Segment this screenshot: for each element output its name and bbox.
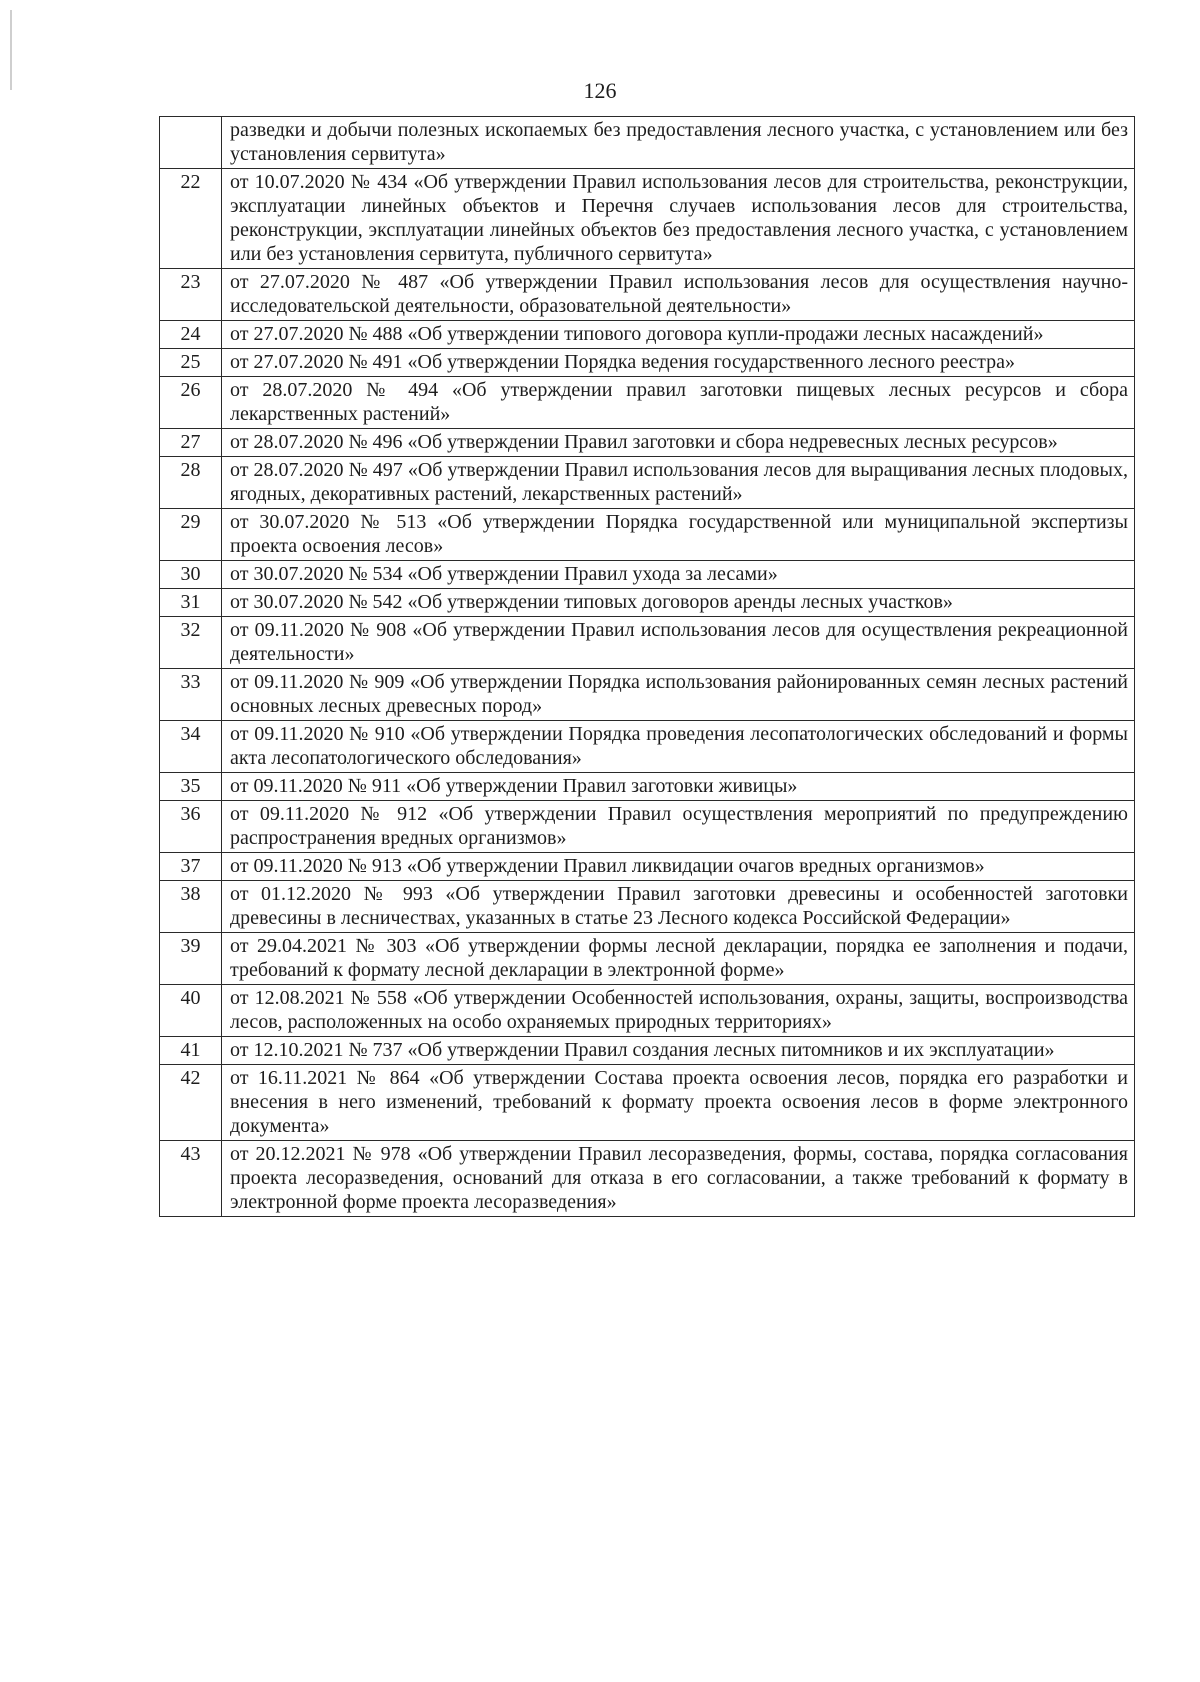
table-row: [160, 801, 1135, 853]
row-number: 40: [160, 985, 222, 1037]
page-number: 126: [583, 78, 617, 103]
row-number: 39: [160, 933, 222, 985]
row-text: от 09.11.2020 № 909 «Об утверждении Порядка использования районированных семян лесных растений основных лесных древесных пород»: [222, 669, 1135, 721]
table-row: [160, 589, 1135, 617]
table-row: [160, 349, 1135, 377]
row-text: от 12.08.2021 № 558 «Об утверждении Особенностей использования, охраны, защиты, воспроизводства лесов, расположенных на особо охраняемых природных территориях»: [222, 985, 1135, 1037]
row-text: от 27.07.2020 № 491 «Об утверждении Порядка ведения государственного лесного реестра»: [222, 349, 1135, 377]
table-row: [160, 429, 1135, 457]
regulations-table-body: [160, 117, 1135, 1217]
row-text: от 16.11.2021 № 864 «Об утверждении Состава проекта освоения лесов, порядка его разработки и внесения в него изменений, требований к формату проекта освоения лесов в форме электронного документа»: [222, 1065, 1135, 1141]
row-text: от 09.11.2020 № 913 «Об утверждении Правил ликвидации очагов вредных организмов»: [222, 853, 1135, 881]
table-row: [160, 881, 1135, 933]
row-text: от 10.07.2020 № 434 «Об утверждении Правил использования лесов для строительства, реконструкции, эксплуатации линейных объектов и Перечня случаев использования лесов для строительства, реконструкции, эксплуатации линейных объектов без предоставления лесного участка, с установлением или без установления сервитута, публичного сервитута»: [222, 169, 1135, 269]
row-number: 25: [160, 349, 222, 377]
row-text: от 27.07.2020 № 488 «Об утверждении типового договора купли-продажи лесных насаждений»: [222, 321, 1135, 349]
row-text: от 09.11.2020 № 910 «Об утверждении Порядка проведения лесопатологических обследований и формы акта лесопатологического обследования»: [222, 721, 1135, 773]
row-text: от 30.07.2020 № 542 «Об утверждении типовых договоров аренды лесных участков»: [222, 589, 1135, 617]
row-number: 31: [160, 589, 222, 617]
row-number: 23: [160, 269, 222, 321]
row-text: от 28.07.2020 № 494 «Об утверждении правил заготовки пищевых лесных ресурсов и сбора лекарственных растений»: [222, 377, 1135, 429]
table-row: [160, 561, 1135, 589]
table-row: [160, 321, 1135, 349]
row-number: 26: [160, 377, 222, 429]
table-row: [160, 1065, 1135, 1141]
row-text: от 12.10.2021 № 737 «Об утверждении Правил создания лесных питомников и их эксплуатации»: [222, 1037, 1135, 1065]
table-row: [160, 933, 1135, 985]
table-row: [160, 169, 1135, 269]
row-number: 30: [160, 561, 222, 589]
table-row: [160, 721, 1135, 773]
row-number: [160, 117, 222, 169]
row-text: от 30.07.2020 № 513 «Об утверждении Порядка государственной или муниципальной экспертизы проекта освоения лесов»: [222, 509, 1135, 561]
row-text: от 09.11.2020 № 911 «Об утверждении Правил заготовки живицы»: [222, 773, 1135, 801]
row-number: 36: [160, 801, 222, 853]
table-row: [160, 457, 1135, 509]
row-number: 34: [160, 721, 222, 773]
row-number: 29: [160, 509, 222, 561]
table-row: [160, 853, 1135, 881]
row-number: 24: [160, 321, 222, 349]
row-number: 33: [160, 669, 222, 721]
table-row: [160, 117, 1135, 169]
row-number: 32: [160, 617, 222, 669]
row-number: 37: [160, 853, 222, 881]
row-text: от 30.07.2020 № 534 «Об утверждении Правил ухода за лесами»: [222, 561, 1135, 589]
row-number: 41: [160, 1037, 222, 1065]
row-number: 43: [160, 1141, 222, 1217]
row-number: 38: [160, 881, 222, 933]
row-number: 42: [160, 1065, 222, 1141]
row-text: от 09.11.2020 № 912 «Об утверждении Правил осуществления мероприятий по предупреждению распространения вредных организмов»: [222, 801, 1135, 853]
table-row: [160, 1141, 1135, 1217]
row-text: от 01.12.2020 № 993 «Об утверждении Правил заготовки древесины и особенностей заготовки древесины в лесничествах, указанных в статье 23 Лесного кодекса Российской Федерации»: [222, 881, 1135, 933]
table-row: [160, 509, 1135, 561]
row-text: от 28.07.2020 № 497 «Об утверждении Правил использования лесов для выращивания лесных плодовых, ягодных, декоративных растений, лекарственных растений»: [222, 457, 1135, 509]
row-text: от 28.07.2020 № 496 «Об утверждении Правил заготовки и сбора недревесных лесных ресурсов»: [222, 429, 1135, 457]
row-text: разведки и добычи полезных ископаемых без предоставления лесного участка, с установлением или без установления сервитута»: [222, 117, 1135, 169]
row-number: 27: [160, 429, 222, 457]
table-row: [160, 377, 1135, 429]
row-number: 28: [160, 457, 222, 509]
table-row: [160, 269, 1135, 321]
row-text: от 29.04.2021 № 303 «Об утверждении формы лесной декларации, порядка ее заполнения и подачи, требований к формату лесной декларации в электронной форме»: [222, 933, 1135, 985]
row-text: от 20.12.2021 № 978 «Об утверждении Правил лесоразведения, формы, состава, порядка согласования проекта лесоразведения, оснований для отказа в его согласовании, а также требований к формату в электронной форме проекта лесоразведения»: [222, 1141, 1135, 1217]
regulations-table: [159, 116, 1135, 1217]
row-number: 35: [160, 773, 222, 801]
table-row: [160, 985, 1135, 1037]
row-number: 22: [160, 169, 222, 269]
table-row: [160, 1037, 1135, 1065]
table-row: [160, 669, 1135, 721]
table-row: [160, 617, 1135, 669]
row-text: от 27.07.2020 № 487 «Об утверждении Правил использования лесов для осуществления научно-исследовательской деятельности, образовательной деятельности»: [222, 269, 1135, 321]
row-text: от 09.11.2020 № 908 «Об утверждении Правил использования лесов для осуществления рекреационной деятельности»: [222, 617, 1135, 669]
table-row: [160, 773, 1135, 801]
